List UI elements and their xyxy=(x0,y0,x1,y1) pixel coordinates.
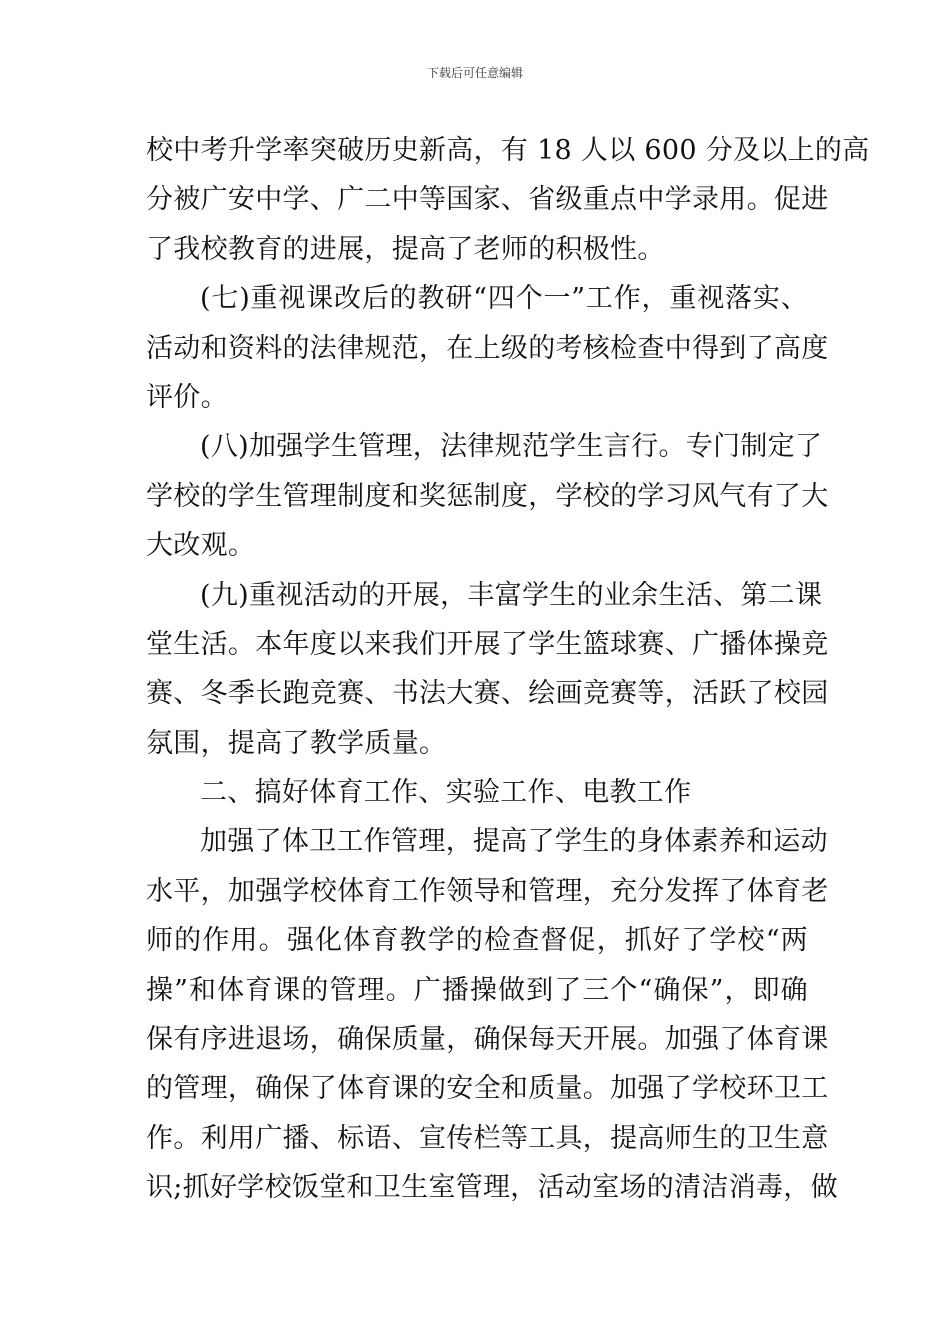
text-line: 师的作用。强化体育教学的检查督促，抓好了学校“两 xyxy=(146,925,808,957)
paragraph-start-line: (七)重视课改后的教研“四个一”工作，重视落实、 xyxy=(200,283,808,315)
paragraph-start-line: (九)重视活动的开展，丰富学生的业余生活、第二课 xyxy=(200,579,823,611)
text-line: 学校的学生管理制度和奖惩制度，学校的学习风气有了大 xyxy=(146,480,829,512)
document-body xyxy=(146,126,870,1213)
text-line: 识;抓好学校饭堂和卫生室管理，活动室场的清洁消毒，做 xyxy=(146,1172,838,1204)
text-line: 评价。 xyxy=(146,381,228,413)
text-line: 保有序进退场，确保质量，确保每天开展。加强了体育课 xyxy=(146,1024,829,1056)
text-line: 校中考升学率突破历史新高，有 18 人以 600 分及以上的高 xyxy=(146,135,870,166)
text-line: 了我校教育的进展，提高了老师的积极性。 xyxy=(146,233,665,265)
text-line: 操”和体育课的管理。广播操做到了三个“确保”，即确 xyxy=(146,974,808,1006)
text-line: 作。利用广播、标语、宣传栏等工具，提高师生的卫生意 xyxy=(146,1122,829,1154)
text-line: 大改观。 xyxy=(146,530,256,562)
text-line: 活动和资料的法律规范，在上级的考核检查中得到了高度 xyxy=(146,332,829,364)
paragraph-start-line: 加强了体卫工作管理，提高了学生的身体素养和运动 xyxy=(200,826,828,858)
text-line: 水平，加强学校体育工作领导和管理，充分发挥了体育老 xyxy=(146,875,829,907)
text-line: 的管理，确保了体育课的安全和质量。加强了学校环卫工 xyxy=(146,1073,829,1105)
section-heading: 二、搞好体育工作、实验工作、电教工作 xyxy=(200,777,692,809)
text-line: 分被广安中学、广二中等国家、省级重点中学录用。促进 xyxy=(146,184,829,216)
text-line: 赛、冬季长跑竞赛、书法大赛、绘画竞赛等，活跃了校园 xyxy=(146,678,829,710)
text-line: 氛围，提高了教学质量。 xyxy=(146,727,447,759)
page-header-note: 下载后可任意编辑 xyxy=(426,66,523,80)
text-line: 堂生活。本年度以来我们开展了学生篮球赛、广播体操竞 xyxy=(146,628,829,660)
paragraph-start-line: (八)加强学生管理，法律规范学生言行。专门制定了 xyxy=(200,431,823,463)
